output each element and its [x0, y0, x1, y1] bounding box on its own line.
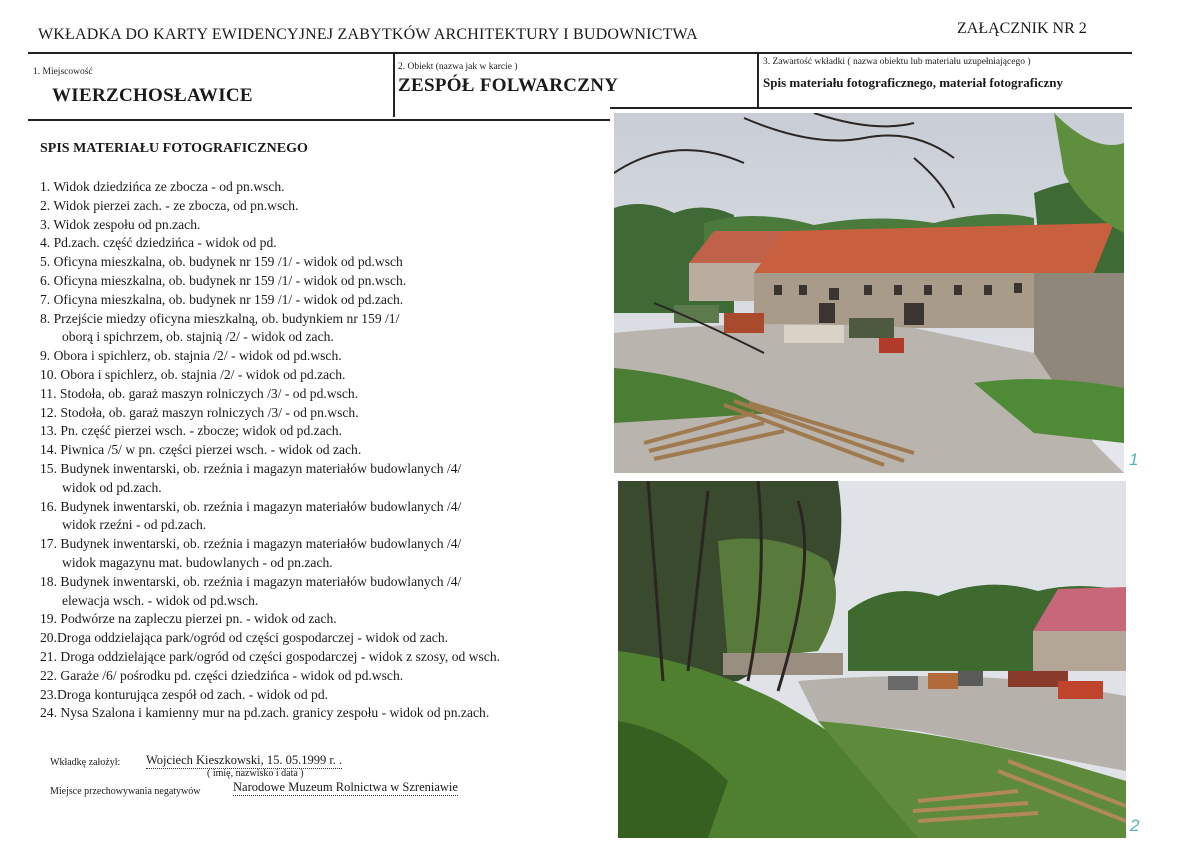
- field-divider-2: [757, 54, 759, 109]
- annex-number: ZAŁĄCZNIK NR 2: [957, 20, 1087, 37]
- list-item: 13. Pn. część pierzei wsch. - zbocze; widok od pd.zach.: [40, 423, 342, 439]
- header-bottom-rule-right: [610, 107, 1132, 109]
- list-item: 16. Budynek inwentarski, ob. rzeźnia i magazyn materiałów budowlanych /4/: [40, 498, 462, 514]
- list-item: 11. Stodoła, ob. garaż maszyn rolniczych /3/ - od pd.wsch.: [40, 385, 359, 401]
- content-value: Spis materiału fotograficznego, materiał fotograficzny: [763, 75, 1064, 90]
- field-divider-1: [393, 54, 395, 117]
- list-item: 12. Stodoła, ob. garaż maszyn rolniczych /3/ - od pn.wsch.: [40, 404, 359, 420]
- storage-label: Miejsce przechowywania negatywów: [50, 786, 201, 797]
- list-item: 3. Widok zespołu od pn.zach.: [40, 216, 201, 232]
- list-item: 2. Widok pierzei zach. - ze zbocza, od pn.wsch.: [40, 197, 299, 213]
- list-item: 21. Droga oddzielające park/ogród od części gospodarczej - widok z szosy, od wsch.: [40, 648, 501, 664]
- list-item: 23.Droga konturująca zespół od zach. - widok od pd.: [40, 686, 329, 702]
- locality-value: WIERZCHOSŁAWICE: [52, 85, 253, 106]
- list-item: 7. Oficyna mieszkalna, ob. budynek nr 159 /1/ - widok od pd.zach.: [40, 291, 404, 307]
- list-item: 24. Nysa Szalona i kamienny mur na pd.zach. granicy zespołu - widok od pn.zach.: [40, 705, 490, 721]
- object-label: 2. Obiekt (nazwa jak w karcie ): [398, 62, 518, 72]
- list-item-continuation: elewacja wsch. - widok od pd.wsch.: [62, 592, 259, 608]
- list-item: 10. Obora i spichlerz, ob. stajnia /2/ - widok od pd.zach.: [40, 366, 346, 382]
- header-top-rule: [28, 52, 1132, 54]
- list-item: 17. Budynek inwentarski, ob. rzeźnia i magazyn materiałów budowlanych /4/: [40, 536, 462, 552]
- form-title: WKŁADKA DO KARTY EWIDENCYJNEJ ZABYTKÓW ARCHITEKTURY I BUDOWNICTWA: [38, 26, 698, 43]
- header-bottom-rule: [28, 119, 610, 121]
- list-item: 19. Podwórze na zapleczu pierzei pn. - widok od zach.: [40, 611, 337, 627]
- list-item: 5. Oficyna mieszkalna, ob. budynek nr 159 /1/ - widok od pd.wsch: [40, 254, 403, 270]
- farmyard-road-photo-image: [618, 481, 1126, 838]
- list-item: 6. Oficyna mieszkalna, ob. budynek nr 159 /1/ - widok od pn.wsch.: [40, 272, 407, 288]
- photo-1: [614, 113, 1124, 473]
- photo-2-number: 2: [1130, 816, 1140, 835]
- photo-list: [40, 178, 600, 723]
- photo-2: [618, 481, 1126, 838]
- section-title: SPIS MATERIAŁU FOTOGRAFICZNEGO: [40, 141, 308, 156]
- locality-label: 1. Miejscowość: [33, 67, 93, 77]
- author-value: Wojciech Kieszkowski, 15. 05.1999 r. .: [146, 753, 343, 767]
- author-label: Wkładkę założył:: [50, 757, 121, 768]
- list-item-continuation: oborą i spichrzem, ob. stajnią /2/ - widok od zach.: [62, 329, 334, 345]
- list-item-continuation: widok magazynu mat. budowlanych - od pn.zach.: [62, 554, 333, 570]
- list-item: 9. Obora i spichlerz, ob. stajnia /2/ - widok od pd.wsch.: [40, 348, 342, 364]
- list-item: 22. Garaże /6/ pośrodku pd. części dziedzińca - widok od pd.wsch.: [40, 667, 404, 683]
- list-item: 14. Piwnica /5/ w pn. części pierzei wsch. - widok od zach.: [40, 442, 362, 458]
- list-item: 1. Widok dziedzińca ze zbocza - od pn.wsch.: [40, 179, 285, 194]
- list-item: 8. Przejście miedzy oficyna mieszkalną, ob. budynkiem nr 159 /1/: [40, 310, 400, 326]
- list-item: 18. Budynek inwentarski, ob. rzeźnia i magazyn materiałów budowlanych /4/: [40, 573, 462, 589]
- storage-value: Narodowe Muzeum Rolnictwa w Szreniawie: [233, 780, 458, 794]
- photo-1-number: 1: [1129, 450, 1139, 469]
- list-item: 4. Pd.zach. część dziedzińca - widok od pd.: [40, 235, 277, 251]
- list-item-continuation: widok od pd.zach.: [62, 479, 162, 495]
- list-item-continuation: widok rzeźni - od pd.zach.: [62, 517, 207, 533]
- list-item: 15. Budynek inwentarski, ob. rzeźnia i magazyn materiałów budowlanych /4/: [40, 460, 462, 476]
- farmyard-photo-image: [614, 113, 1124, 473]
- content-label: 3. Zawartość wkładki ( nazwa obiektu lub materiału uzupełniającego ): [763, 57, 1031, 67]
- list-item: 20.Droga oddzielająca park/ogród od części gospodarczej - widok od zach.: [40, 630, 449, 646]
- author-hint: ( imię, nazwisko i data ): [207, 768, 304, 779]
- object-value: ZESPÓŁ FOLWARCZNY: [398, 75, 619, 96]
